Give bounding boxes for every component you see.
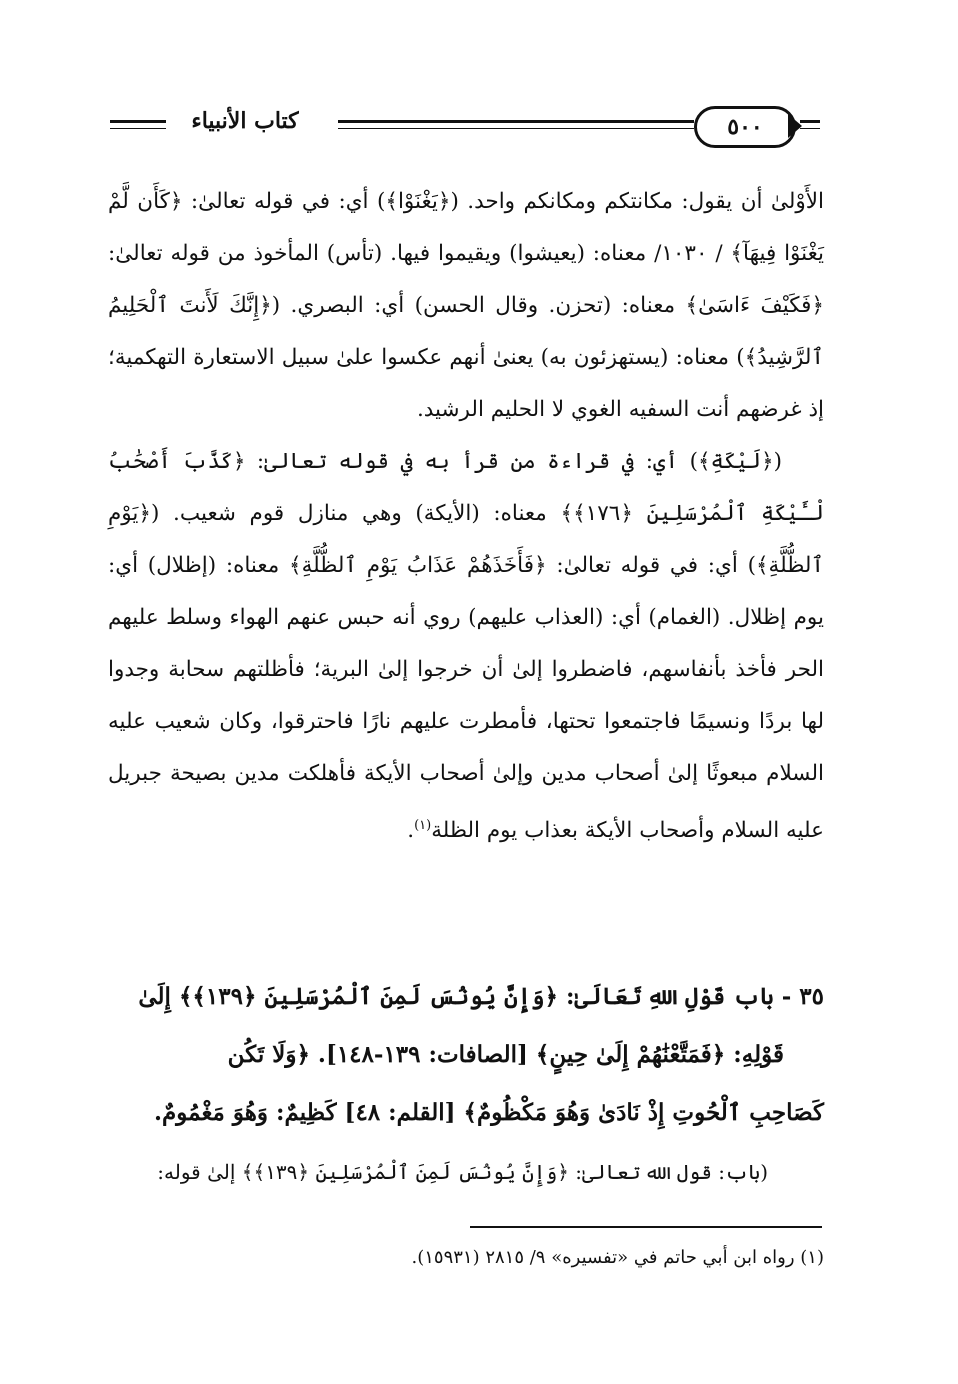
- main-text: [108, 176, 824, 857]
- footnote: (١) رواه ابن أبي حاتم في «تفسيره» ٩/ ٢٨١٥ (١٥٩٣١).: [411, 1247, 824, 1268]
- paragraph-2: [108, 436, 824, 857]
- header-rule-right-thin: [800, 128, 820, 129]
- header-rule-middle: [338, 120, 694, 123]
- page-header: [110, 104, 820, 148]
- chapter-heading: [108, 968, 824, 1142]
- commentary-line: (باب: قول الله تعالىٰ: ﴿وَإِنَّ يُونُسَ لَمِنَ ٱلْمُرْسَلِينَ ﴿١٣٩﴾﴾ إلىٰ قوله:: [157, 1160, 768, 1184]
- page-number: ٥٠٠: [727, 114, 763, 140]
- chapter-heading-line-1: ٣٥ - باب قَوْلِ اللهِ تَعَالَىٰ: ﴿وَإِنَّ يُونُسَ لَمِنَ ٱلْمُرْسَلِينَ ﴿١٣٩﴾﴾ إِلَىٰ: [138, 983, 824, 1010]
- page-number-badge: [694, 106, 796, 148]
- chapter-heading-line-3: كَصَاحِبِ ٱلْحُوتِ إِذْ نَادَىٰ وَهُوَ مَكْظُومٌ﴾ [القلم: ٤٨] كَظِيمٌ: وَهُوَ مَغْمُومٌ.: [154, 1099, 824, 1126]
- header-rule-right: [800, 120, 820, 123]
- chapter-heading-line-2: قَوْلِهِ: ﴿فَمَتَّعْنَٰهُمْ إِلَىٰ حِينٍ﴾ [الصافات: ١٣٩-١٤٨]. ﴿وَلَا تَكُن: [227, 1041, 784, 1068]
- header-rule-left-thin: [110, 128, 166, 129]
- book-title: كتاب الأنبياء: [191, 108, 299, 134]
- header-rule-middle-thin: [338, 128, 694, 129]
- footnote-ref[interactable]: (١): [414, 818, 432, 833]
- header-rule-left: [110, 120, 166, 123]
- paragraph-2-text: (﴿لَيْكَةِ﴾) أي: في قراءة من قرأ به في قوله تعالىٰ: ﴿كَذَّبَ أَصْحَٰبُ لْـَٔيْكَةِ ٱلْمُرْسَلِينَ ﴿١٧٦﴾﴾ معناه: (الأيكة) وهي منازل قوم شعيب. (﴿يَوْمِ ٱلظُّلَّةِ﴾) أي: في قوله تعالىٰ: ﴿فَأَخَذَهُمْ عَذَابُ يَوْمِ ٱلظُّلَّةِ﴾ معناه: (إظلال) أي: يوم إظلال. (الغمام) أي: (العذاب عليهم) روي أنه حبس عنهم الهواء وسلط عليهم الحر فأخذ بأنفاسهم، فاضطروا إلىٰ أن خرجوا إلىٰ البرية؛ فأظلتهم سحابة وجدوا لها بردًا ونسيمًا فاجتمعوا تحتها، فأمطرت عليهم نارًا فاحترقوا، وكان شعيب عليه السلام مبعوثًا إلىٰ أصحاب مدين وإلىٰ أصحاب الأيكة فأهلكت مدين بصيحة جبريل عليه السلام وأصحاب الأيكة بعذاب يوم الظلة: [108, 449, 824, 844]
- footnote-separator: [470, 1226, 822, 1228]
- paragraph-1: الأَوْلىٰ أن يقول: مكانتكم ومكانكم واحد. (﴿يَغْنَوْا﴾) أي: في قوله تعالىٰ: ﴿كَأَن لَّمْ يَغْنَوْا فِيهَآ﴾ / ١٠٣٠/ معناه: (يعيشوا) ويقيموا فيها. (تأس) المأخوذ من قوله تعالىٰ: ﴿فَكَيْفَ ءَاسَىٰ﴾ معناه: (تحزن. وقال الحسن) أي: البصري. (﴿إِنَّكَ لَأَنتَ ٱلْحَلِيمُ ٱلرَّشِيدُ﴾) معناه: (يستهزئون به) يعنىٰ أنهم عكسوا علىٰ سبيل الاستعارة التهكمية؛ إذ غرضهم أنت السفيه الغوي لا الحليم الرشيد.: [108, 189, 824, 422]
- badge-arrow-icon: [788, 114, 802, 138]
- paragraph-2-end: .: [407, 818, 415, 844]
